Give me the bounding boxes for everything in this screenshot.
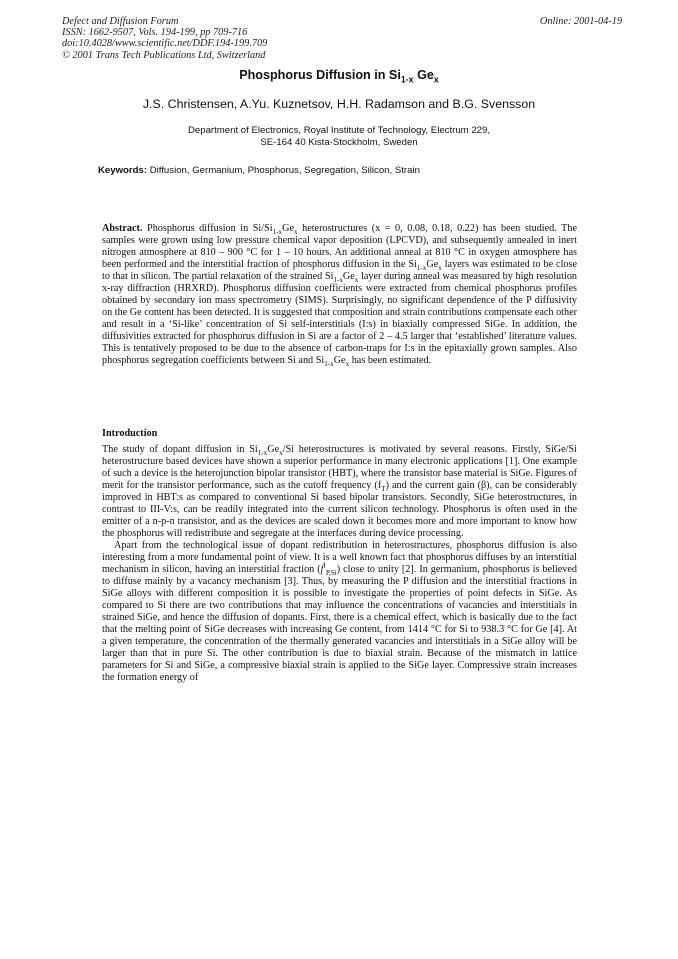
abstract-subscript: 1-x xyxy=(333,276,343,285)
abstract-text: layer during anneal was measured by high resolution x-ray diffraction (HRXRD). Phosphorus diffusion coefficients were extracted from chemical phosphorus profiles obtained by secondary ion mass spectrometry (SIMS). Surprisingly, no significant dependence of the P diffusivity on the Ge content has been detected. It is suggested that composition and strain contributions compensate each other and result in a ‘Si-like’ concentration of Si self-interstitials (I:s) in biaxially compressed SiGe. In addition, the diffusivities extracted for phosphorus diffusion in Si are a factor of 2 – 4.5 larger that ‘established’ literature values. This is tentatively proposed to be due to the absence of carbon-traps for I:s in the epitaxially grown samples. Also phosphorus segregation coefficients between Si and Si xyxy=(102,271,578,366)
abstract-subscript: 1-x xyxy=(416,264,427,273)
intro-superscript: I xyxy=(323,561,326,570)
author-list: J.S. Christensen, A.Yu. Kuznetsov, H.H. Radamson and B.G. Svensson xyxy=(142,97,536,111)
affiliation xyxy=(0,125,678,149)
abstract-text: Ge xyxy=(333,355,346,366)
online-date: Online: 2001-04-19 xyxy=(539,16,622,27)
abstract-subscript: x xyxy=(345,360,350,369)
introduction-body xyxy=(102,444,577,684)
interstitial-fraction-symbol: f xyxy=(320,564,324,575)
copyright-line: © 2001 Trans Tech Publications Ltd, Switzerland xyxy=(62,49,266,61)
abstract-text: layers was estimated to be close to that in silicon. The partial relaxation of the strained Si xyxy=(102,259,577,282)
abstract-text: Phosphorus diffusion in Si/Si xyxy=(142,223,273,234)
abstract xyxy=(102,223,577,367)
keywords-label: Keywords: xyxy=(98,165,148,176)
journal-name: Defect and Diffusion Forum xyxy=(62,16,179,27)
intro-subscript: T xyxy=(381,485,386,494)
intro-subscript: 1-x xyxy=(257,449,268,458)
intro-text: The study of dopant diffusion in Si xyxy=(102,444,258,455)
title-prefix: Phosphorus Diffusion in Si xyxy=(239,68,401,82)
abstract-text: Ge xyxy=(342,271,355,282)
abstract-subscript: 1-x xyxy=(272,228,283,237)
abstract-subscript: 1-x xyxy=(324,360,334,369)
intro-text: Ge xyxy=(267,444,280,455)
affiliation-line-2: SE-164 40 Kista-Stockholm, Sweden xyxy=(260,137,418,148)
abstract-text: has been estimated. xyxy=(349,355,432,366)
intro-subscript: x xyxy=(279,449,283,458)
abstract-subscript: x xyxy=(354,276,359,285)
intro-paragraph-1 xyxy=(102,444,577,540)
intro-text: ) close to unity [2]. In germanium, phosphorus is believed to diffuse mainly by a vacancy mechanism [3]. Thus, by measuring the P diffusion and the interstitial fractions in SiGe alloys with different composition it is possible to investigate the properties of point defects in SiGe. As compared to Si there are two contributions that may influence the concentrations of vacancies and interstitials in strained SiGe, and hence the diffusion of dopants. First, there is a chemical effect, which is basically due to the fact that the melting point of SiGe decreases with increasing Ge content, from 1414 °C for Si to 938.3 °C for Ge [4]. At a given temperature, the concentration of the thermally generated vacancies and interstitials in a SiGe alloy will be larger than that in pure Si. The other contribution is due to biaxial strain. Because of the mismatch in lattice parameters for Si and SiGe, a compressive biaxial strain is applied to the SiGe layer. Compressive strain increases the formation energy of xyxy=(102,564,577,683)
doi-line: doi:10.4028/www.scientific.net/DDF.194-199.709 xyxy=(62,38,268,50)
abstract-subscript: x xyxy=(293,228,298,237)
abstract-text: Ge xyxy=(426,259,439,270)
journal-header xyxy=(62,16,622,61)
keywords-list: Diffusion, Germanium, Phosphorus, Segregation, Silicon, Strain xyxy=(149,165,420,176)
abstract-text: Ge xyxy=(282,223,294,234)
abstract-text: heterostructures (x = 0, 0.08, 0.18, 0.22) has been studied. The samples were grown using low pressure chemical vapor deposition (LPCVD), and subsequently annealed in inert nitrogen atmosphere at 810 – 900 °C for 1 – 10 hours. An additional anneal at 810 °C in oxygen atmosphere has been performed and the interstitial fraction of phosphorus diffusion in the Si xyxy=(102,223,577,270)
title-suffix: Ge xyxy=(413,68,434,82)
intro-paragraph-2 xyxy=(102,540,577,684)
intro-text: ) and the current gain (β), can be considerably improved in HBT:s as compared to conventional Si based bipolar transistors. Secondly, SiGe heterostructures, in contrast to III-V:s, can be readily integrated into the current silicon technology. Phosphorus is often used in the emitter of a n-p-n transistor, and as the devices are scaled down it becomes more and more important to know how the phosphorus will redistribute and segregate at the interfaces during device processing. xyxy=(102,480,577,539)
paper-title xyxy=(0,68,678,85)
abstract-lead: Abstract. xyxy=(102,223,143,234)
keywords xyxy=(98,165,420,176)
issn-line: ISSN: 1662-9507, Vols. 194-199, pp 709-716 xyxy=(62,27,248,39)
abstract-subscript: x xyxy=(438,264,442,273)
intro-text: Apart from the technological issue of dopant redistribution in heterostructures, phosphorus diffusion is also interesting from a more fundamental point of view. It is a well known fact that phosphorus diffuses by an interstitial mechanism in silicon, having an interstitial fraction ( xyxy=(102,540,577,575)
title-subscript: 1-x xyxy=(400,74,414,85)
title-subscript-2: x xyxy=(433,74,439,85)
introduction-heading: Introduction xyxy=(102,428,158,439)
intro-subscript: P,Si xyxy=(325,569,337,578)
intro-text: /Si heterostructures is motivated by several reasons. Firstly, SiGe/Si heterostructure based devices have shown a superior performance in many electronic applications [1]. One example of such a device is the heterojunction bipolar transistor (HBT), where the transistor base material is SiGe. Figures of merit for the transistor performance, such as the cutoff frequency (f xyxy=(102,444,578,491)
affiliation-line-1: Department of Electronics, Royal Institute of Technology, Electrum 229, xyxy=(188,125,490,136)
